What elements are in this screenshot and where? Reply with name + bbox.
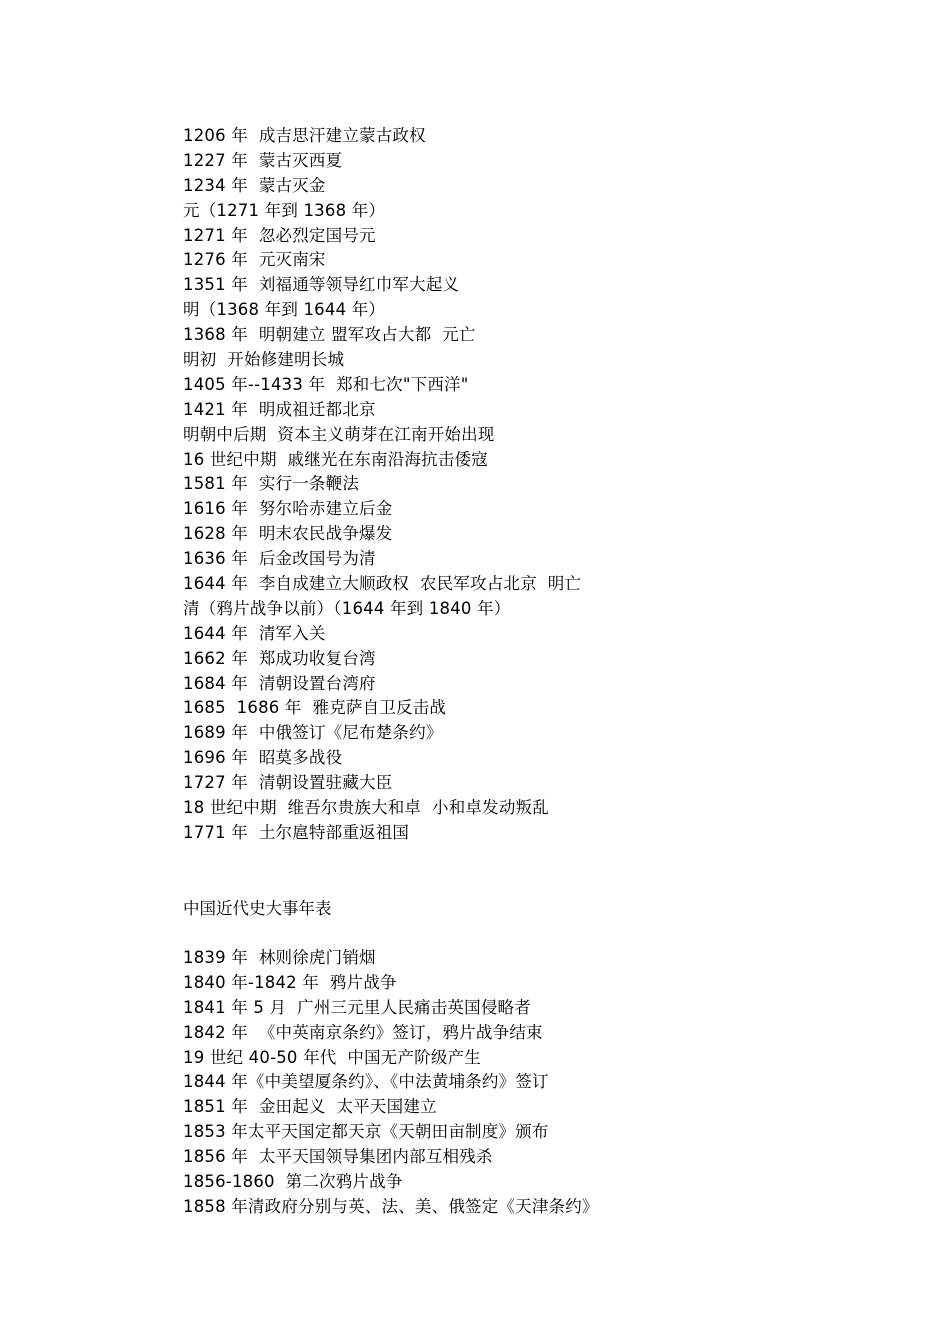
timeline-line: 元（1271 年到 1368 年）: [183, 200, 386, 220]
timeline-line: 1581 年 实行一条鞭法: [183, 474, 360, 494]
timeline-line: 清（鸦片战争以前）（1644 年到 1840 年）: [183, 598, 511, 618]
timeline-line: 1771 年 土尔扈特部重返祖国: [183, 822, 410, 842]
timeline-line: 1636 年 后金改国号为清: [183, 549, 376, 569]
timeline-line: 1271 年 忽必烈定国号元: [183, 225, 376, 245]
timeline-line: 1839 年 林则徐虎门销烟: [183, 948, 376, 967]
timeline-line: 1842 年 《中英南京条约》签订，鸦片战争结束: [183, 1022, 543, 1042]
timeline-line: 明（1368 年到 1644 年）: [183, 300, 386, 320]
timeline-line: 1858 年清政府分别与英、法、美、俄签定《天津条约》: [183, 1196, 599, 1216]
timeline-line: 明初 开始修建明长城: [183, 350, 345, 370]
modern-timeline: [183, 946, 599, 1220]
timeline-line: 1727 年 清朝设置驻藏大臣: [183, 773, 393, 793]
timeline-line: 1844 年《中美望厦条约》、《中法黄埔条约》签订: [183, 1072, 549, 1092]
timeline-line: 1644 年 清军入关: [183, 623, 326, 643]
timeline-line: 明朝中后期 资本主义萌芽在江南开始出现: [183, 424, 495, 444]
timeline-line: 1840 年-1842 年 鸦片战争: [183, 972, 397, 992]
timeline-line: 1405 年--1433 年 郑和七次"下西洋": [183, 374, 469, 394]
timeline-line: 1696 年 昭莫多战役: [183, 748, 343, 768]
timeline-line: 1227 年 蒙古灭西夏: [183, 150, 343, 170]
timeline-line: 1841 年 5 月 广州三元里人民痛击英国侵略者: [183, 997, 531, 1017]
timeline-line: 1662 年 郑成功收复台湾: [183, 648, 376, 668]
timeline-line: 1851 年 金田起义 太平天国建立: [183, 1097, 437, 1117]
timeline-line: 16 世纪中期 戚继光在东南沿海抗击倭寇: [183, 449, 488, 469]
timeline-line: 19 世纪 40-50 年代 中国无产阶级产生: [183, 1047, 481, 1067]
timeline-line: 18 世纪中期 维吾尔贵族大和卓 小和卓发动叛乱: [183, 798, 549, 818]
timeline-line: 1856 年 太平天国领导集团内部互相残杀: [183, 1147, 493, 1167]
timeline-line: 1351 年 刘福通等领导红巾军大起义: [183, 275, 460, 295]
timeline-line: 1368 年 明朝建立 盟军攻占大都 元亡: [183, 325, 476, 345]
timeline-line: 1628 年 明末农民战争爆发: [183, 524, 393, 544]
timeline-line: 1616 年 努尔哈赤建立后金: [183, 499, 393, 519]
timeline-line: 1421 年 明成祖迁都北京: [183, 399, 376, 419]
timeline-line: 1276 年 元灭南宋: [183, 250, 326, 270]
timeline-line: 1853 年太平天国定都天京《天朝田亩制度》颁布: [183, 1122, 549, 1142]
timeline-line: 1234 年 蒙古灭金: [183, 175, 326, 195]
ancient-timeline: [183, 124, 581, 846]
timeline-line: 1684 年 清朝设置台湾府: [183, 673, 376, 693]
timeline-line: 1685 1686 年 雅克萨自卫反击战: [183, 698, 447, 718]
timeline-line: 1689 年 中俄签订《尼布楚条约》: [183, 723, 443, 743]
section-heading: 中国近代史大事年表: [183, 899, 332, 918]
timeline-line: 1856-1860 第二次鸦片战争: [183, 1172, 403, 1192]
timeline-line: 1644 年 李自成建立大顺政权 农民军攻占北京 明亡: [183, 574, 582, 594]
timeline-line: 1206 年 成吉思汗建立蒙古政权: [183, 126, 426, 145]
